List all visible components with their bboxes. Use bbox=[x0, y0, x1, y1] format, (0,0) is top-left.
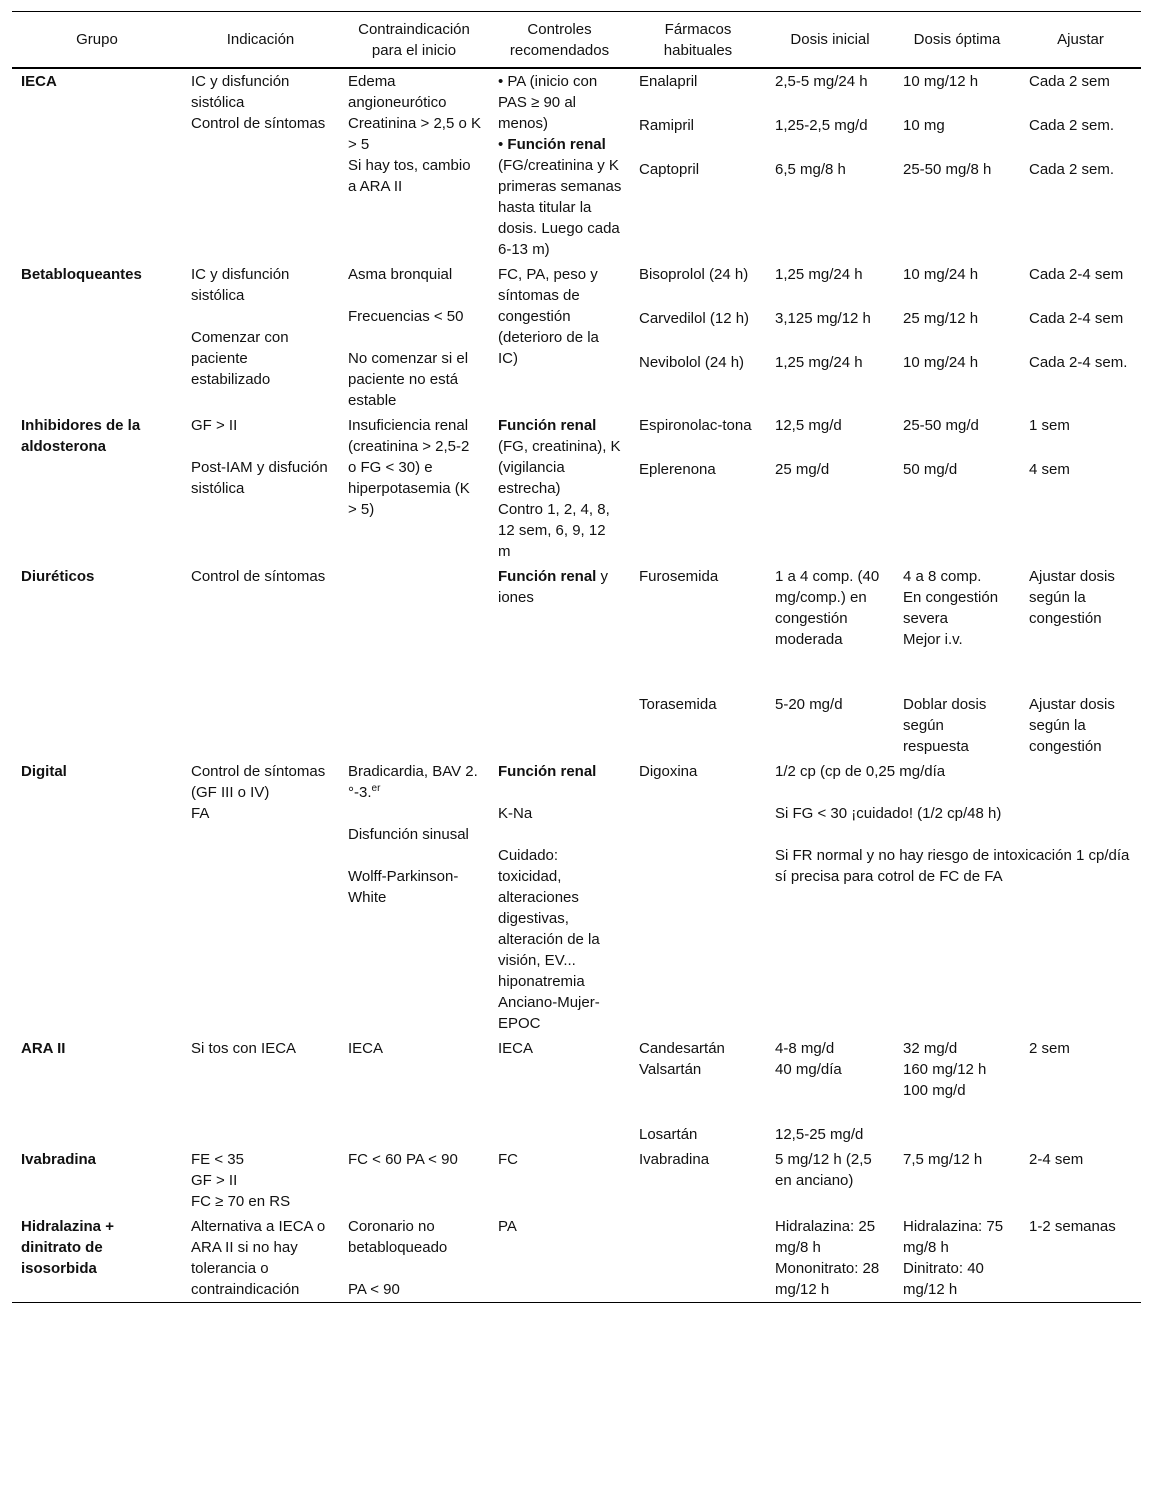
controls-cell: Función renal (FG, creatinina), K (vigilancia estrecha) Contro 1, 2, 4, 8, 12 sem, 6, 9, 12 m bbox=[498, 417, 621, 560]
adjust-cell: Cada 2-4 sem Cada 2-4 sem Cada 2-4 sem. bbox=[1029, 266, 1128, 371]
contraindication-cell: Insuficiencia renal (creatinina > 2,5-2 o FG < 30) e hiperpotasemia (K > 5) bbox=[348, 417, 470, 518]
contraindication-cell bbox=[339, 564, 489, 759]
header-indicacion: Indicación bbox=[182, 12, 339, 69]
adjust-cell: Ajustar dosis según la congestión Ajustar dosis según la congestión bbox=[1029, 568, 1115, 755]
start-dose-cell: Hidralazina: 25 mg/8 h Mononitrato: 28 mg/12 h bbox=[766, 1214, 894, 1303]
group-cell: Inhibidores de la aldosterona bbox=[21, 417, 141, 455]
header-contraindicacion: Contraindicación para el inicio bbox=[339, 12, 489, 69]
indication-cell: IC y disfunción sistólica Comenzar con paciente estabilizado bbox=[191, 266, 290, 388]
adjust-cell: 1-2 semanas bbox=[1020, 1214, 1141, 1303]
adjust-cell: Cada 2 sem Cada 2 sem. Cada 2 sem. bbox=[1029, 73, 1115, 178]
indication-cell: GF > II Post-IAM y disfución sistólica bbox=[191, 417, 328, 497]
table-row bbox=[12, 1036, 1141, 1147]
indication-cell: Control de síntomas (GF III o IV) FA bbox=[191, 763, 326, 822]
contraindication-cell: Asma bronquial Frecuencias < 50 No comenzar si el paciente no está estable bbox=[348, 266, 469, 409]
optimal-dose-cell: 10 mg/12 h 10 mg 25-50 mg/8 h bbox=[903, 73, 992, 178]
table-row bbox=[12, 1214, 1141, 1303]
adjust-cell: 1 sem 4 sem bbox=[1029, 417, 1070, 478]
contraindication-cell: FC < 60 PA < 90 bbox=[348, 1151, 458, 1168]
drugs-cell: Enalapril Ramipril Captopril bbox=[639, 73, 700, 178]
drugs-cell: Candesartán Valsartán Losartán bbox=[639, 1040, 725, 1143]
group-cell: Digital bbox=[21, 763, 67, 780]
controls-cell: FC, PA, peso y síntomas de congestión (deterioro de la IC) bbox=[498, 266, 599, 367]
optimal-dose-cell: 4 a 8 comp. En congestión severa Mejor i.v. Doblar dosis según respuesta bbox=[903, 568, 999, 755]
contraindication-cell: Coronario no betabloqueado PA < 90 bbox=[339, 1214, 489, 1303]
drugs-cell bbox=[630, 1214, 766, 1303]
drugs-cell: Bisoprolol (24 h) Carvedilol (12 h) Nevibolol (24 h) bbox=[639, 266, 750, 371]
drugs-cell: Furosemida Torasemida bbox=[639, 568, 719, 713]
group-cell: ARA II bbox=[21, 1040, 66, 1057]
indication-cell: Alternativa a IECA o ARA II si no hay tolerancia o contraindicación bbox=[182, 1214, 339, 1303]
controls-cell: • PA (inicio con PAS ≥ 90 al menos) • Función renal (FG/creatinina y K primeras semanas hasta titular la dosis. Luego cada 6-13 m) bbox=[498, 73, 622, 258]
table-row bbox=[12, 1147, 1141, 1214]
indication-cell: Si tos con IECA bbox=[191, 1040, 297, 1057]
start-dose-cell: 1 a 4 comp. (40 mg/comp.) en congestión moderada 5-20 mg/d bbox=[775, 568, 880, 713]
group-cell: Betabloqueantes bbox=[21, 266, 142, 283]
heart-failure-drug-table bbox=[12, 11, 1141, 1303]
start-dose-cell: 2,5-5 mg/24 h 1,25-2,5 mg/d 6,5 mg/8 h bbox=[775, 73, 868, 178]
indication-cell: Control de síntomas bbox=[191, 568, 326, 585]
start-dose-cell: 1,25 mg/24 h 3,125 mg/12 h 1,25 mg/24 h bbox=[775, 266, 871, 371]
group-cell: IECA bbox=[21, 73, 57, 90]
adjust-cell: 2-4 sem bbox=[1029, 1151, 1084, 1168]
digoxin-dose-cell: 1/2 cp (cp de 0,25 mg/día Si FG < 30 ¡cuidado! (1/2 cp/48 h) Si FR normal y no hay riesgo de intoxicación 1 cp/día sí precisa para cotrol de FC de FA bbox=[775, 763, 1130, 885]
table-row bbox=[12, 413, 1141, 564]
indication-cell: IC y disfunción sistólica Control de síntomas bbox=[191, 73, 326, 132]
group-cell: Hidralazina + dinitrato de isosorbida bbox=[12, 1214, 182, 1303]
start-dose-cell: 4-8 mg/d 40 mg/día 12,5-25 mg/d bbox=[775, 1040, 864, 1143]
optimal-dose-cell: 25-50 mg/d 50 mg/d bbox=[903, 417, 979, 478]
optimal-dose-cell: 32 mg/d 160 mg/12 h 100 mg/d bbox=[903, 1040, 987, 1099]
optimal-dose-cell: 7,5 mg/12 h bbox=[903, 1151, 983, 1168]
group-cell: Diuréticos bbox=[21, 568, 95, 585]
header-farmacos: Fármacos habituales bbox=[630, 12, 766, 69]
table-row bbox=[12, 564, 1141, 759]
adjust-cell: 2 sem bbox=[1029, 1040, 1070, 1057]
header-ajustar: Ajustar bbox=[1020, 12, 1141, 69]
table-row bbox=[12, 262, 1141, 413]
header-grupo: Grupo bbox=[12, 12, 182, 69]
drugs-cell: Digoxina bbox=[639, 763, 698, 780]
controls-cell: FC bbox=[498, 1151, 518, 1168]
controls-cell: Función renal K-Na Cuidado: toxicidad, alteraciones digestivas, alteración de la visión, EV... hiponatremia Anciano-Mujer-EPOC bbox=[498, 763, 600, 1032]
contraindication-cell: Edema angioneurótico Creatinina > 2,5 o K > 5 Si hay tos, cambio a ARA II bbox=[348, 73, 482, 195]
controls-cell: IECA bbox=[498, 1040, 534, 1057]
optimal-dose-cell: 10 mg/24 h 25 mg/12 h 10 mg/24 h bbox=[903, 266, 979, 371]
controls-cell: Función renal y iones bbox=[498, 568, 609, 606]
header-row bbox=[12, 12, 1141, 69]
table-row bbox=[12, 68, 1141, 262]
table-row bbox=[12, 759, 1141, 1036]
start-dose-cell: 5 mg/12 h (2,5 en anciano) bbox=[775, 1151, 872, 1189]
start-dose-cell: 12,5 mg/d 25 mg/d bbox=[775, 417, 842, 478]
header-dosis-inicial: Dosis inicial bbox=[766, 12, 894, 69]
optimal-dose-cell: Hidralazina: 75 mg/8 h Dinitrato: 40 mg/12 h bbox=[894, 1214, 1020, 1303]
contraindication-cell: IECA bbox=[348, 1040, 384, 1057]
drugs-cell: Ivabradina bbox=[639, 1151, 710, 1168]
contraindication-cell: Bradicardia, BAV 2.°-3.$^{er}$ Disfunción sinusal Wolff-Parkinson-White bbox=[348, 763, 478, 906]
indication-cell: FE < 35 GF > II FC ≥ 70 en RS bbox=[191, 1151, 291, 1210]
group-cell: Ivabradina bbox=[21, 1151, 97, 1168]
drug-table-container bbox=[12, 11, 1141, 1303]
controls-cell: PA bbox=[489, 1214, 630, 1303]
header-controles: Controles recomendados bbox=[489, 12, 630, 69]
header-dosis-optima: Dosis óptima bbox=[894, 12, 1020, 69]
drugs-cell: Espironolac-tona Eplerenona bbox=[639, 417, 752, 478]
